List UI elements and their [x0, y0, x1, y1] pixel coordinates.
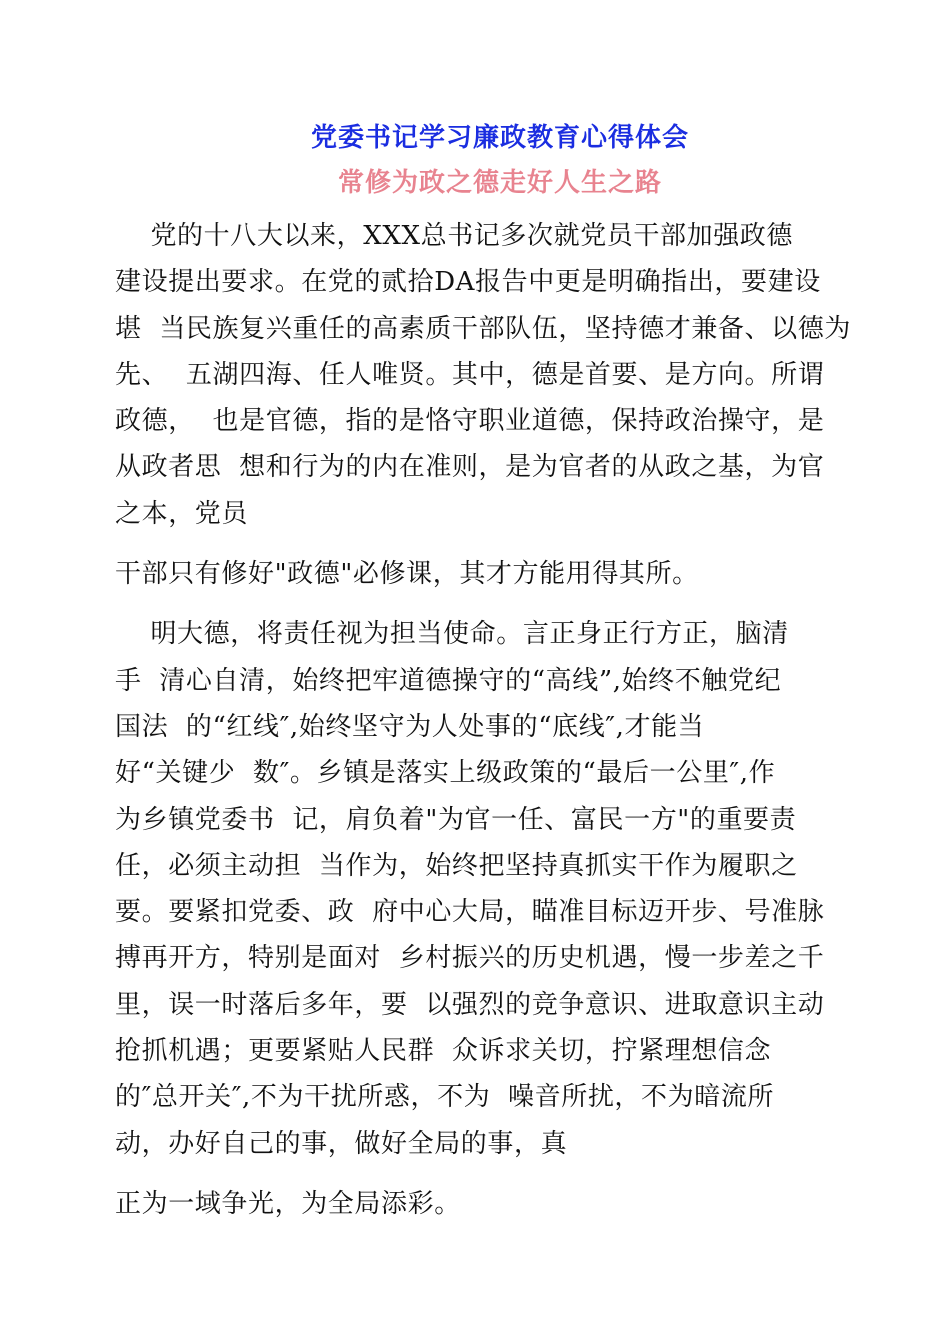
text-line: 好“关键少 数″。乡镇是落实上级政策的“最后一公里″,作 — [115, 758, 776, 789]
paragraph-gap — [115, 597, 845, 611]
paragraph-gap — [115, 537, 845, 551]
text-line: 里，误一时落后多年，要 以强烈的竞争意识、进取意识主动 — [115, 989, 825, 1020]
text-line: 党的十八大以来，XXX总书记多次就党员干部加强政德 — [115, 221, 793, 251]
paragraph-gap — [115, 1167, 845, 1181]
document-title: 党委书记学习廉政教育心得体会 — [310, 123, 689, 153]
text-line: 堪 当民族复兴重任的高素质干部队伍，坚持德才兼备、以德为 — [115, 313, 851, 344]
text-line: 从政者思 想和行为的内在准则，是为官者的从政之基，为官 — [115, 452, 825, 483]
text-line: 为乡镇党委书 记，肩负着"为官一任、富民一方"的重要责 — [115, 804, 797, 835]
text-line: 明大德，将责任视为担当使命。言正身正行方正，脑清 — [115, 619, 789, 650]
text-line: 要。要紧扣党委、政 府中心大局，瞄准目标迈开步、号准脉 — [115, 897, 825, 928]
text-line: 搏再开方，特别是面对 乡村振兴的历史机遇，慢一步差之千 — [115, 943, 825, 974]
text-line: 建设提出要求。在党的贰拾DA报告中更是明确指出，要建设 — [115, 267, 821, 298]
document-subtitle: 常修为政之德走好人生之路 — [337, 168, 662, 198]
text-line: 先、 五湖四海、任人唯贤。其中，德是首要、是方向。所谓 — [115, 359, 825, 390]
paragraph-2 — [115, 611, 845, 1167]
text-line: 动，办好自己的事，做好全局的事，真 — [115, 1128, 568, 1159]
paragraph-1-tail: 干部只有修好"政德"必修课，其才方能用得其所。 — [115, 559, 699, 590]
text-line: 抢抓机遇；更要紧贴人民群 众诉求关切，拧紧理想信念 — [115, 1036, 772, 1067]
paragraph-2-tail: 正为一域争光，为全局添彩。 — [115, 1188, 461, 1219]
text-line: 之本，党员 — [115, 498, 249, 529]
paragraph-1 — [115, 213, 851, 537]
text-line: 手 清心自清，始终把牢道德操守的“高线”,始终不触党纪 — [115, 665, 782, 696]
document-body — [115, 213, 851, 1227]
text-line: 的″总开关″,不为干扰所惑，不为 噪音所扰，不为暗流所 — [115, 1082, 775, 1113]
text-line: 政德， 也是官德，指的是恪守职业道德，保持政治操守，是 — [115, 406, 825, 437]
text-line: 国法 的“红线″,始终坚守为人处事的“底线″,才能当 — [115, 711, 705, 742]
text-line: 任，必须主动担 当作为，始终把坚持真抓实干作为履职之 — [115, 850, 798, 881]
